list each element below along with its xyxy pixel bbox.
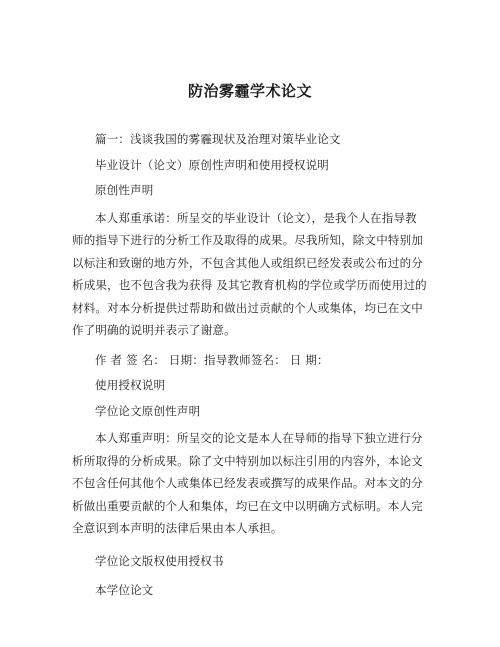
paragraph-authorization-heading: 使用授权说明 [95,378,166,392]
paragraph-originality-statement: 本人郑重承诺：所呈交的毕业设计（论文），是我个人在指导教师的指导下进行的分析工作及取得的成果。尽我所知，除文中特别加以标注和致谢的地方外，不包含其他人或组织已经发表或公布过的分析成果，也不包含我为获得 及其它教育机构的学位或学历而使用过的材料。对本分析提供过帮助和做出过贡献的个人或集体，均已在文中作了明确的说明并表示了谢意。 [72,210,427,337]
paragraph-thesis-originality-heading: 学位论文原创性声明 [95,403,201,418]
paragraph-heading-1: 篇一：浅谈我国的雾霾现状及治理对策毕业论文 [95,132,341,146]
paragraph-declaration: 本人郑重声明：所呈交的论文是本人在导师的指导下独立进行分析所取得的分析成果。除了文中特别加以标注引用的内容外，本论文不包含任何其他个人或集体已经发表或撰写的成果作品。对本文的分析做出重要贡献的个人和集体，均已在文中以明确方式标明。本人完全意识到本声明的法律后果由本人承担。 [72,431,423,535]
paragraph-heading-3: 原创性声明 [95,183,154,197]
document-body [72,128,427,602]
paragraph-thesis-label: 本学位论文 [95,583,154,597]
paragraph-signature-line: 作 者 签 名： 日期：指导教师签名： 日 期： [95,352,329,367]
document-title: 防治雾霾学术论文 [187,82,312,100]
paragraph-copyright-heading: 学位论文版权使用授权书 [95,553,224,568]
paragraph-heading-2: 毕业设计（论文）原创性声明和使用授权说明 [95,157,329,172]
